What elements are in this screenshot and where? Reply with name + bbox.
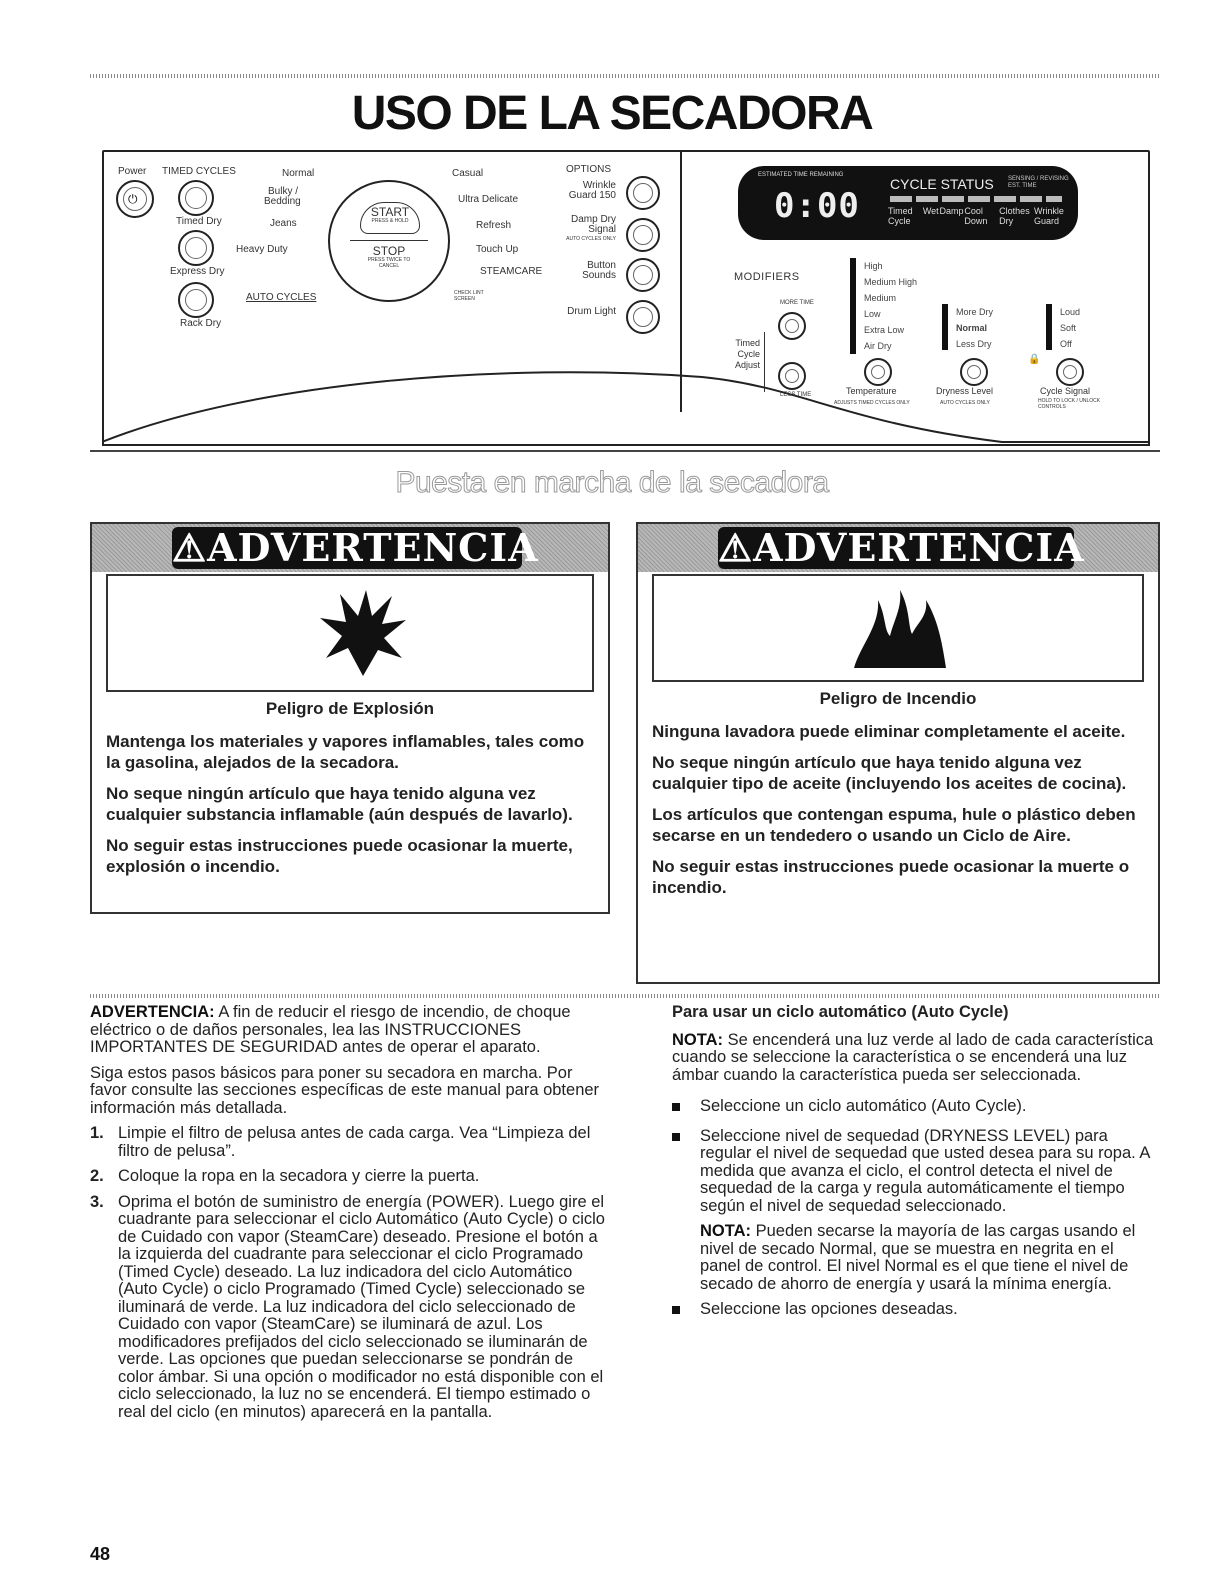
signal-note: HOLD TO LOCK / UNLOCK CONTROLS	[1038, 398, 1101, 410]
temperature-levels	[864, 258, 917, 354]
dryness-level-item: Less Dry	[956, 339, 992, 349]
nota2-text: Pueden secarse la mayoría de las cargas usando el nivel de secado Normal, que se muestra en negrita en el panel de control. El nivel Normal es el que tiene el nivel de secado de ahorro de energía y usará la mínima energía.	[700, 1222, 1136, 1293]
warning-triangle-icon: ⚠	[718, 525, 754, 570]
adjust-label: Adjust	[734, 360, 760, 370]
signal-levels	[1060, 304, 1080, 352]
timed-dry-label: Timed Dry	[176, 216, 222, 227]
dryness-level-label: Dryness Level	[936, 386, 994, 396]
left-column	[90, 1004, 608, 1429]
step-number: 1.	[90, 1124, 104, 1142]
step-text: Limpie el filtro de pelusa antes de cada carga. Vea “Limpieza del filtro de pelusa”.	[118, 1124, 591, 1160]
temperature-bar	[850, 258, 856, 354]
signal-bar	[1046, 304, 1052, 350]
dryness-note: AUTO CYCLES ONLY	[940, 400, 990, 406]
top-rule	[90, 74, 1160, 78]
list-item	[90, 1125, 608, 1160]
express-dry-label: Express Dry	[170, 266, 225, 277]
power-icon: ⏻	[128, 192, 138, 206]
jeans-label: Jeans	[270, 218, 297, 229]
right-column	[672, 1004, 1158, 1327]
rack-dry-label: Rack Dry	[180, 318, 222, 329]
guard150-label: Guard 150	[568, 190, 616, 201]
casual-label: Casual	[452, 168, 484, 179]
nota2-paragraph	[700, 1223, 1158, 1293]
modifiers-label: MODIFIERS	[734, 271, 800, 283]
sounds-label: Sounds	[582, 270, 616, 281]
temperature-label: Temperature	[846, 386, 897, 396]
list-item	[90, 1194, 608, 1422]
warning-right-p2: No seque ningún artículo que haya tenido alguna vez cualquier tipo de aceite (incluyendo los aceites de cocina).	[652, 753, 1127, 793]
check-lint-label: CHECK LINT SCREEN	[454, 290, 484, 302]
button-sounds-button[interactable]	[626, 258, 660, 292]
refresh-label: Refresh	[476, 220, 512, 231]
dryness-level-item: More Dry	[956, 307, 994, 317]
warning-left	[90, 522, 610, 914]
warning-right-title: ADVERTENCIA	[753, 525, 1085, 570]
step-text: Oprima el botón de suministro de energía (POWER). Luego gire el cuadrante para seleccionar el ciclo Automático (Auto Cycle) o ciclo de Cuidado con vapor (SteamCare) deseado. Presione el botón a la izquierda del cuadrante para seleccionar el ciclo Programado (Timed Cycle) deseado. La luz indicadora del ciclo Automático (Auto Cycle) o ciclo Programado (Timed Cycle) seleccionado se iluminará de verde. La luz indicadora del ciclo seleccionado de Cuidado con vapor (SteamCare) se iluminará de azul. Los modificadores prefijados del ciclo seleccionado se iluminarán de verde. Las opciones que puedan seleccionarse se pondrán de color ámbar. Si una opción o modificador no está disponible con el ciclo seleccionado, la luz no se encenderá. El tiempo estimado o real del ciclo (en minutos) aparecerá en la pantalla.	[118, 1192, 605, 1421]
bedding-label: Bedding	[264, 196, 301, 207]
dryness-bar	[942, 304, 948, 350]
warning-right-p3: Los artículos que contengan espuma, hule o plástico deben secarse en un tendedero o usando un Ciclo de Aire.	[652, 805, 1136, 845]
status-item: Cool Down	[964, 206, 988, 226]
warning-right-header	[638, 524, 1158, 572]
dryness-level-item: Normal	[956, 323, 988, 333]
warning-left-p2: No seque ningún artículo que haya tenido alguna vez cualquier substancia inflamable (aún después de lavarlo).	[106, 784, 573, 824]
power-label: Power	[118, 166, 147, 177]
cycle-status-label: CYCLE STATUS	[890, 176, 994, 192]
ultra-delicate-label: Ultra Delicate	[458, 194, 519, 205]
list-item	[672, 1128, 1158, 1294]
temperature-level-item: Low	[864, 309, 881, 319]
touch-up-label: Touch Up	[476, 244, 519, 255]
middle-rule	[90, 994, 1160, 998]
fire-image-box	[652, 574, 1144, 682]
steps-list	[90, 1125, 608, 1421]
fire-icon	[850, 586, 950, 670]
temperature-level-item: Air Dry	[864, 341, 892, 351]
signal-level-item: Loud	[1060, 307, 1081, 317]
step-text: Coloque la ropa en la secadora y cierre la puerta.	[118, 1167, 480, 1185]
list-item: Seleccione las opciones deseadas.	[672, 1301, 1158, 1319]
drum-light-label: Drum Light	[567, 306, 616, 317]
dryness-level-button[interactable]	[960, 358, 988, 386]
bullet-text: Seleccione nivel de sequedad (DRYNESS LEVEL) para regular el nivel de sequedad que usted desea para su ropa. A medida que avanza el ciclo, el control detecta el nivel de sequedad de la carga y regula automáticamente el tiempo según el nivel de sequedad seleccionado.	[700, 1126, 1150, 1215]
warning-right-p4: No seguir estas instrucciones puede ocasionar la muerte o incendio.	[652, 857, 1130, 897]
timed-dry-button[interactable]	[178, 180, 214, 216]
options-label: OPTIONS	[566, 164, 612, 175]
explosion-icon	[318, 588, 408, 678]
start-label: START	[370, 205, 410, 219]
warning-left-text	[106, 698, 594, 887]
timed-cycles-label: TIMED CYCLES	[162, 166, 236, 177]
auto-only-label: AUTO CYCLES ONLY	[566, 236, 616, 242]
control-panel-illustration	[102, 150, 1150, 446]
heavy-duty-label: Heavy Duty	[236, 244, 288, 255]
dryness-levels	[956, 304, 993, 352]
temperature-level-item: Medium High	[864, 277, 918, 287]
advertencia-text: A fin de reducir el riesgo de incendio, de choque eléctrico o de daños personales, lea las INSTRUCCIONES IMPORTANTES DE SEGURIDAD antes de operar el aparato.	[90, 1003, 571, 1056]
section-subtitle: Puesta en marcha de la secadora	[395, 466, 829, 499]
sensing-label: SENSING / REVISING EST. TIME	[1008, 176, 1069, 189]
temperature-button[interactable]	[864, 358, 892, 386]
signal-level-item: Off	[1060, 339, 1072, 349]
status-item: Damp	[939, 206, 964, 216]
list-item: Seleccione un ciclo automático (Auto Cycle).	[672, 1098, 1158, 1116]
wrinkle-guard-button[interactable]	[626, 176, 660, 210]
est-time-label: ESTIMATED TIME REMAINING	[758, 172, 844, 178]
rack-dry-button[interactable]	[178, 282, 214, 318]
list-item	[90, 1168, 608, 1186]
temperature-note: ADJUSTS TIMED CYCLES ONLY	[834, 400, 910, 406]
stop-button[interactable]	[360, 246, 418, 276]
signal-level-item: Soft	[1060, 323, 1077, 333]
cycle-label: Cycle	[737, 349, 760, 359]
timed-label: Timed	[735, 338, 760, 348]
advertencia-label: ADVERTENCIA:	[90, 1003, 215, 1021]
steamcare-label: STEAMCARE	[480, 266, 543, 277]
warning-right-pill	[718, 525, 1085, 570]
auto-cycle-heading: Para usar un ciclo automático (Auto Cycle)	[672, 1003, 1009, 1021]
less-time-button[interactable]	[778, 362, 806, 390]
warning-right-hazard: Peligro de Incendio	[819, 689, 977, 708]
advertencia-paragraph	[90, 1004, 608, 1057]
time-display: 0:00	[774, 186, 860, 226]
temperature-level-item: High	[864, 261, 883, 271]
status-item: Timed Cycle	[888, 206, 913, 226]
nota-text: Se encenderá una luz verde al lado de cada característica cuando se seleccione la característica o se encenderá una luz ámbar cuando la característica pueda ser seleccionada.	[672, 1030, 1154, 1084]
start-button[interactable]	[360, 202, 420, 234]
explosion-image-box	[106, 574, 594, 692]
cycle-signal-label: Cycle Signal	[1040, 386, 1091, 396]
intro-paragraph: Siga estos pasos básicos para poner su secadora en marcha. Por favor consulte las secciones específicas de este manual para obtener información más detallada.	[90, 1063, 600, 1117]
warning-right	[636, 522, 1160, 984]
more-time-label: MORE TIME	[780, 300, 814, 306]
cycle-dial[interactable]	[328, 180, 450, 302]
temperature-level-item: Extra Low	[864, 325, 905, 335]
warning-left-p3: No seguir estas instrucciones puede ocasionar la muerte, explosión o incendio.	[106, 836, 573, 876]
damp-dry-signal-button[interactable]	[626, 218, 660, 252]
normal-label: Normal	[282, 168, 315, 179]
page-number: 48	[90, 1544, 111, 1564]
wrinkle-label: Wrinkle	[582, 180, 616, 191]
step-number: 3.	[90, 1192, 104, 1211]
start-sublabel: PRESS & HOLD	[371, 218, 409, 224]
warning-triangle-icon: ⚠	[172, 525, 208, 570]
bulky-label: Bulky /	[268, 186, 299, 197]
button-label: Button	[587, 260, 616, 271]
cycle-signal-button[interactable]	[1056, 358, 1084, 386]
signal-label: Signal	[588, 224, 616, 235]
warning-left-header	[92, 524, 608, 572]
lock-icon: 🔒	[1028, 354, 1041, 365]
warning-left-pill	[172, 525, 539, 570]
warning-left-hazard: Peligro de Explosión	[265, 699, 435, 718]
warning-right-text	[652, 688, 1144, 908]
warning-left-p1: Mantenga los materiales y vapores inflamables, tales como la gasolina, alejados de la secadora.	[106, 732, 585, 772]
page-title: USO DE LA SECADORA	[351, 87, 873, 140]
auto-cycle-steps	[672, 1098, 1158, 1319]
nota2-label: NOTA:	[700, 1222, 752, 1240]
stop-sublabel: PRESS TWICE TO CANCEL	[367, 257, 411, 269]
drum-light-button[interactable]	[626, 300, 660, 334]
damp-dry-label: Damp Dry	[570, 214, 616, 225]
status-item: Clothes Dry	[999, 206, 1030, 226]
express-dry-button[interactable]	[178, 230, 214, 266]
status-item: Wet	[922, 206, 939, 216]
step-number: 2.	[90, 1167, 104, 1185]
warning-right-p1: Ninguna lavadora puede eliminar completamente el aceite.	[652, 722, 1126, 741]
temperature-level-item: Medium	[864, 293, 897, 303]
warning-left-title: ADVERTENCIA	[207, 525, 539, 570]
status-item: Wrinkle Guard	[1034, 206, 1064, 226]
section-rule	[90, 450, 1160, 452]
display-screen	[738, 166, 1078, 240]
nota-label: NOTA:	[672, 1030, 724, 1049]
stop-label: STOP	[372, 244, 406, 258]
auto-cycles-label: AUTO CYCLES	[246, 292, 317, 303]
nota-paragraph	[672, 1032, 1158, 1085]
less-time-label: LESS TIME	[780, 392, 812, 398]
more-time-button[interactable]	[778, 312, 806, 340]
